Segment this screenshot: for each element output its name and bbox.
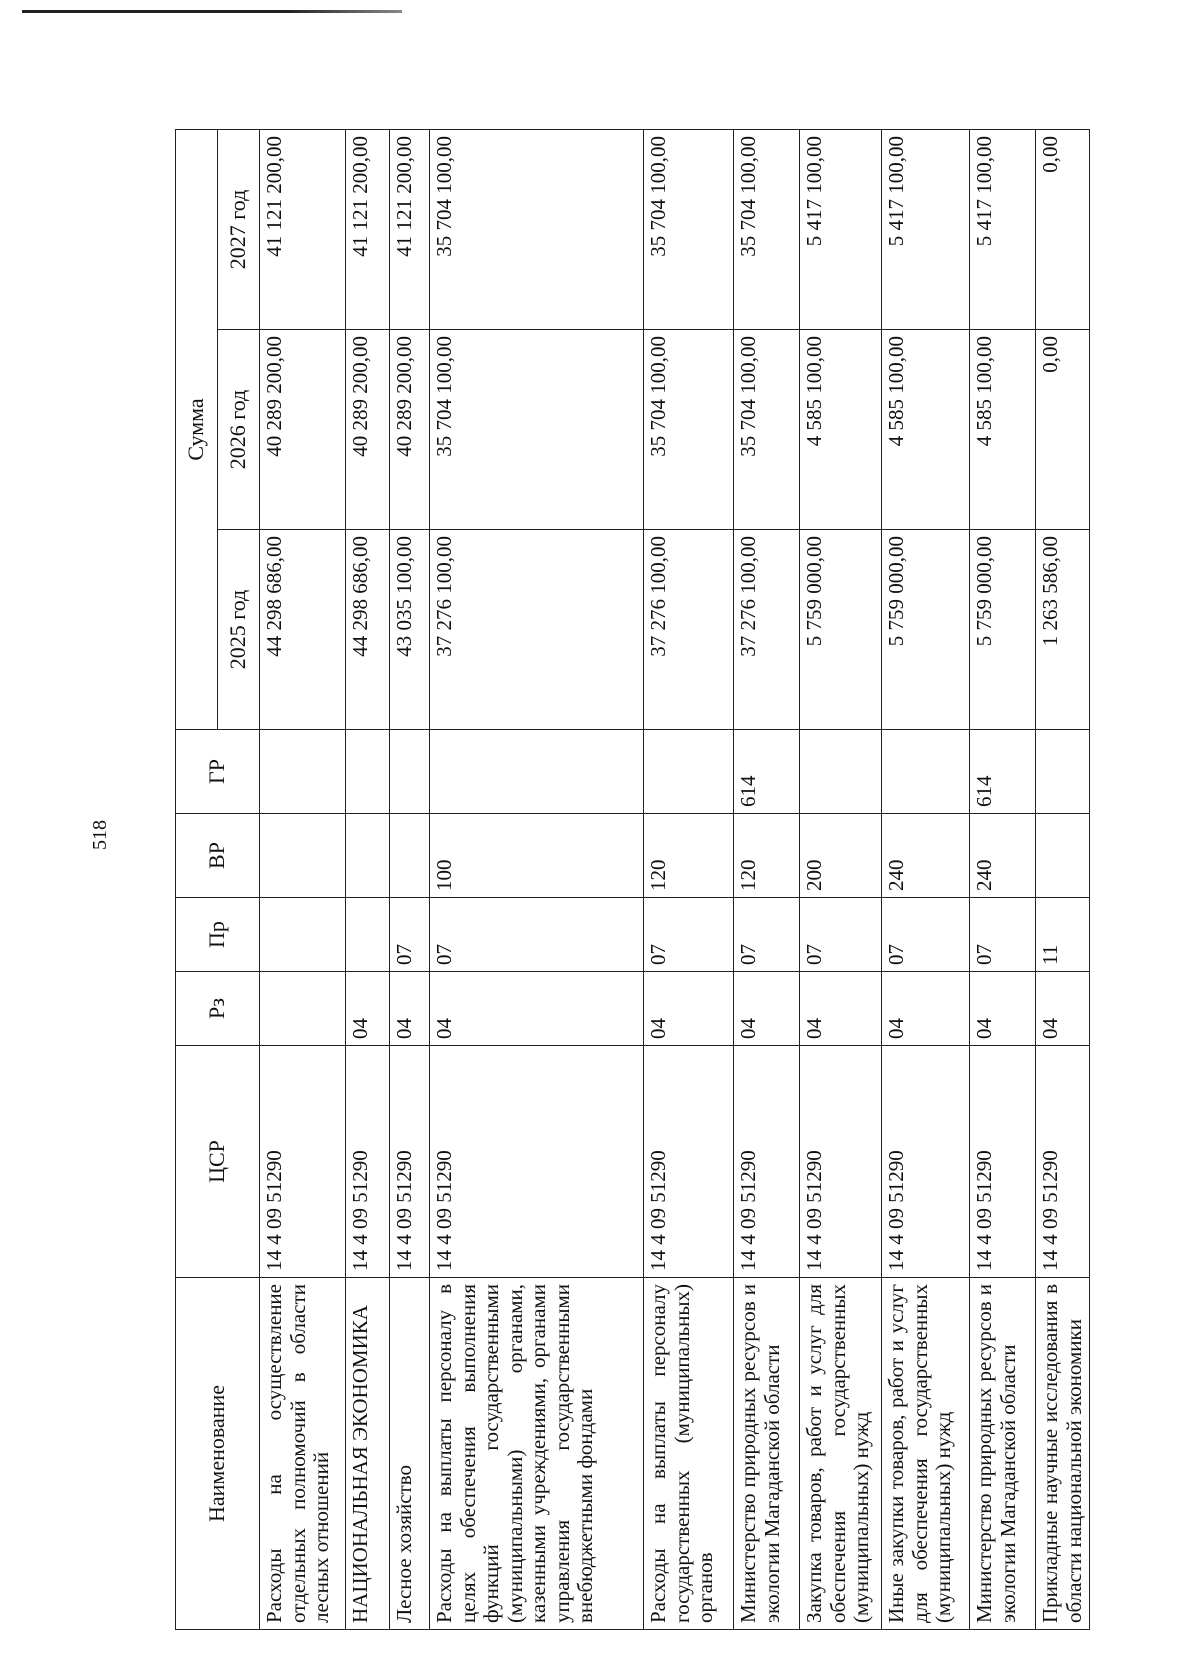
header-year-2025: 2025 год (218, 530, 260, 730)
cell-2025: 44 298 686,00 (260, 530, 346, 730)
cell-name: Расходы на осуществление отдельных полномочий в области лесных отношений (260, 1278, 346, 1630)
cell-pr: 07 (734, 898, 800, 972)
cell-name: НАЦИОНАЛЬНАЯ ЭКОНОМИКА (346, 1278, 390, 1630)
header-pr: Пр (176, 898, 260, 972)
cell-rz: 04 (390, 972, 430, 1046)
cell-csr: 14 4 09 51290 (644, 1046, 734, 1278)
cell-csr: 14 4 09 51290 (430, 1046, 644, 1278)
cell-pr: 07 (970, 898, 1036, 972)
cell-pr (346, 898, 390, 972)
cell-2027: 41 121 200,00 (260, 129, 346, 329)
cell-vr: 200 (800, 814, 882, 898)
cell-gr: 614 (734, 730, 800, 814)
table-row (734, 129, 800, 1629)
cell-name: Расходы на выплаты персоналу в целях обеспечения выполнения функций государственными (муниципальными) органами, казенными учреждениями, органами управления государственными внебюджетными фондами (430, 1278, 644, 1630)
cell-2025: 5 759 000,00 (800, 530, 882, 730)
cell-rz: 04 (800, 972, 882, 1046)
cell-vr: 240 (970, 814, 1036, 898)
cell-2025: 37 276 100,00 (430, 530, 644, 730)
cell-2027: 41 121 200,00 (346, 129, 390, 329)
table-row (346, 129, 390, 1629)
cell-2026: 0,00 (1036, 330, 1090, 530)
cell-gr (882, 730, 970, 814)
cell-pr: 07 (390, 898, 430, 972)
header-row-1 (176, 129, 218, 1629)
header-rz: Рз (176, 972, 260, 1046)
cell-csr: 14 4 09 51290 (734, 1046, 800, 1278)
cell-2027: 35 704 100,00 (430, 129, 644, 329)
cell-vr (1036, 814, 1090, 898)
cell-vr: 100 (430, 814, 644, 898)
cell-name: Закупка товаров, работ и услуг для обеспечения государственных (муниципальных) нужд (800, 1278, 882, 1630)
cell-pr (260, 898, 346, 972)
cell-2025: 1 263 586,00 (1036, 530, 1090, 730)
cell-pr: 07 (430, 898, 644, 972)
cell-2027: 35 704 100,00 (644, 129, 734, 329)
cell-2025: 37 276 100,00 (644, 530, 734, 730)
cell-pr: 07 (644, 898, 734, 972)
cell-csr: 14 4 09 51290 (882, 1046, 970, 1278)
header-sum: Сумма (176, 129, 218, 729)
cell-2026: 4 585 100,00 (970, 330, 1036, 530)
cell-csr: 14 4 09 51290 (390, 1046, 430, 1278)
cell-2025: 44 298 686,00 (346, 530, 390, 730)
header-gr: ГР (176, 730, 260, 814)
cell-vr (390, 814, 430, 898)
cell-vr (260, 814, 346, 898)
cell-csr: 14 4 09 51290 (260, 1046, 346, 1278)
cell-rz: 04 (430, 972, 644, 1046)
cell-name: Министерство природных ресурсов и экологии Магаданской области (970, 1278, 1036, 1630)
cell-2026: 4 585 100,00 (800, 330, 882, 530)
cell-2027: 35 704 100,00 (734, 129, 800, 329)
cell-name: Министерство природных ресурсов и экологии Магаданской области (734, 1278, 800, 1630)
table-body (260, 129, 1090, 1629)
cell-rz: 04 (734, 972, 800, 1046)
cell-pr: 07 (800, 898, 882, 972)
cell-gr (260, 730, 346, 814)
cell-name: Иные закупки товаров, работ и услуг для обеспечения государственных (муниципальных) нужд (882, 1278, 970, 1630)
table-row (970, 129, 1036, 1629)
cell-name: Лесное хозяйство (390, 1278, 430, 1630)
cell-vr: 120 (734, 814, 800, 898)
cell-2026: 40 289 200,00 (260, 330, 346, 530)
cell-2026: 40 289 200,00 (346, 330, 390, 530)
cell-2026: 35 704 100,00 (644, 330, 734, 530)
budget-table (175, 129, 1090, 1630)
cell-gr (430, 730, 644, 814)
table-row (644, 129, 734, 1629)
cell-rz: 04 (970, 972, 1036, 1046)
cell-rz: 04 (346, 972, 390, 1046)
cell-2027: 5 417 100,00 (970, 129, 1036, 329)
top-rule (22, 10, 402, 13)
table-row (800, 129, 882, 1629)
header-csr: ЦСР (176, 1046, 260, 1278)
cell-name: Расходы на выплаты персоналу государственных (муниципальных) органов (644, 1278, 734, 1630)
cell-rz (260, 972, 346, 1046)
cell-gr: 614 (970, 730, 1036, 814)
cell-2025: 43 035 100,00 (390, 530, 430, 730)
cell-pr: 07 (882, 898, 970, 972)
header-vr: ВР (176, 814, 260, 898)
cell-csr: 14 4 09 51290 (800, 1046, 882, 1278)
cell-2025: 5 759 000,00 (882, 530, 970, 730)
cell-2027: 5 417 100,00 (800, 129, 882, 329)
header-name: Наименование (176, 1278, 260, 1630)
cell-vr: 120 (644, 814, 734, 898)
cell-csr: 14 4 09 51290 (970, 1046, 1036, 1278)
header-year-2027: 2027 год (218, 129, 260, 329)
cell-2026: 4 585 100,00 (882, 330, 970, 530)
cell-csr: 14 4 09 51290 (1036, 1046, 1090, 1278)
cell-2027: 5 417 100,00 (882, 129, 970, 329)
cell-rz: 04 (644, 972, 734, 1046)
cell-vr: 240 (882, 814, 970, 898)
cell-gr (346, 730, 390, 814)
cell-2025: 5 759 000,00 (970, 530, 1036, 730)
cell-rz: 04 (1036, 972, 1090, 1046)
table-row (430, 129, 644, 1629)
cell-2026: 40 289 200,00 (390, 330, 430, 530)
table-row (1036, 129, 1090, 1629)
cell-gr (800, 730, 882, 814)
cell-rz: 04 (882, 972, 970, 1046)
table-row (390, 129, 430, 1629)
rotated-table-wrapper (175, 130, 1086, 1630)
cell-gr (390, 730, 430, 814)
cell-gr (644, 730, 734, 814)
cell-2026: 35 704 100,00 (430, 330, 644, 530)
cell-2025: 37 276 100,00 (734, 530, 800, 730)
cell-2027: 41 121 200,00 (390, 129, 430, 329)
cell-gr (1036, 730, 1090, 814)
table-row (260, 129, 346, 1629)
cell-name: Прикладные научные исследования в области национальной экономики (1036, 1278, 1090, 1630)
header-year-2026: 2026 год (218, 330, 260, 530)
page-number: 518 (89, 820, 111, 850)
table-row (882, 129, 970, 1629)
cell-csr: 14 4 09 51290 (346, 1046, 390, 1278)
cell-2027: 0,00 (1036, 129, 1090, 329)
cell-2026: 35 704 100,00 (734, 330, 800, 530)
cell-vr (346, 814, 390, 898)
cell-pr: 11 (1036, 898, 1090, 972)
